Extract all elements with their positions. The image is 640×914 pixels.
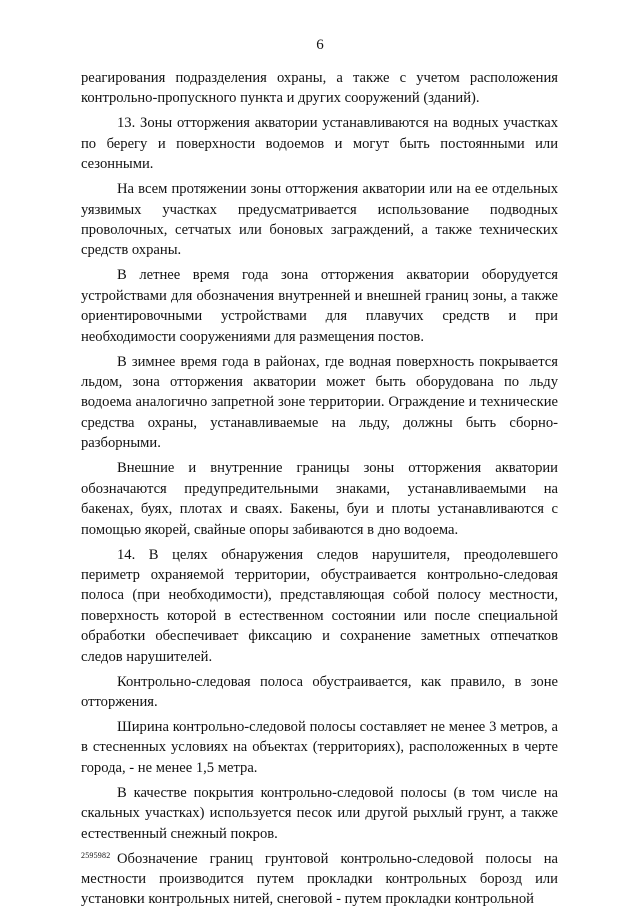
paragraph: В качестве покрытия контрольно-следовой полосы (в том числе на скальных участках) используется песок или другой рыхлый грунт, а также естественный снежный покров.	[81, 784, 558, 842]
paragraph: На всем протяжении зоны отторжения акватории или на ее отдельных уязвимых участках предусматривается использование подводных проволочных, сетчатых или боновых заграждений, а также технических средств охраны.	[81, 181, 558, 259]
page-number: 6	[316, 37, 324, 53]
paragraph-item-14: 14. В целях обнаружения следов нарушителя, преодолевшего периметр охраняемой территории, обустраивается контрольно-следовая полоса (при необходимости), представляющая собой полосу местности, поверхность которой в естественном состоянии или после специальной обработки обеспечивает фиксацию и сохранение заметных отпечатков следов нарушителей.	[81, 546, 558, 665]
paragraph-continued: реагирования подразделения охраны, а также с учетом расположения контрольно-пропускного пункта и других сооружений (зданий).	[81, 70, 558, 107]
paragraph: В зимнее время года в районах, где водная поверхность покрывается льдом, зона отторжения акватории может быть оборудована по льду водоема аналогично запретной зоне территории. Ограждение и технические средства охраны, устанавливаемые на льду, должны быть сборно-разборными.	[81, 353, 558, 452]
paragraph: В летнее время года зона отторжения акватории оборудуется устройствами для обозначения внутренней и внешней границ зоны, а также ориентировочными устройствами для плавучих средств и при необходимости сооружениями для размещения постов.	[81, 267, 558, 345]
document-body	[81, 68, 558, 914]
document-code: 2595982	[81, 851, 111, 860]
paragraph-item-13: 13. Зоны отторжения акватории устанавливаются на водных участках по берегу и поверхности водоемов и могут быть постоянными или сезонными.	[81, 115, 558, 173]
paragraph: Контрольно-следовая полоса обустраивается, как правило, в зоне отторжения.	[81, 673, 558, 710]
paragraph: Внешние и внутренние границы зоны отторжения акватории обозначаются предупредительными знаками, устанавливаемыми на бакенах, буях, плотах и сваях. Бакены, буи и плоты устанавливаются с помощью якорей, свайные опоры забиваются в дно водоема.	[81, 460, 558, 538]
paragraph: Ширина контрольно-следовой полосы составляет не менее 3 метров, а в стесненных условиях на объектах (территориях), расположенных в черте города, - не менее 1,5 метра.	[81, 718, 558, 776]
paragraph: Обозначение границ грунтовой контрольно-следовой полосы на местности производится путем прокладки контрольных борозд или установки контрольных нитей, снеговой - путем прокладки контрольной	[81, 850, 558, 908]
